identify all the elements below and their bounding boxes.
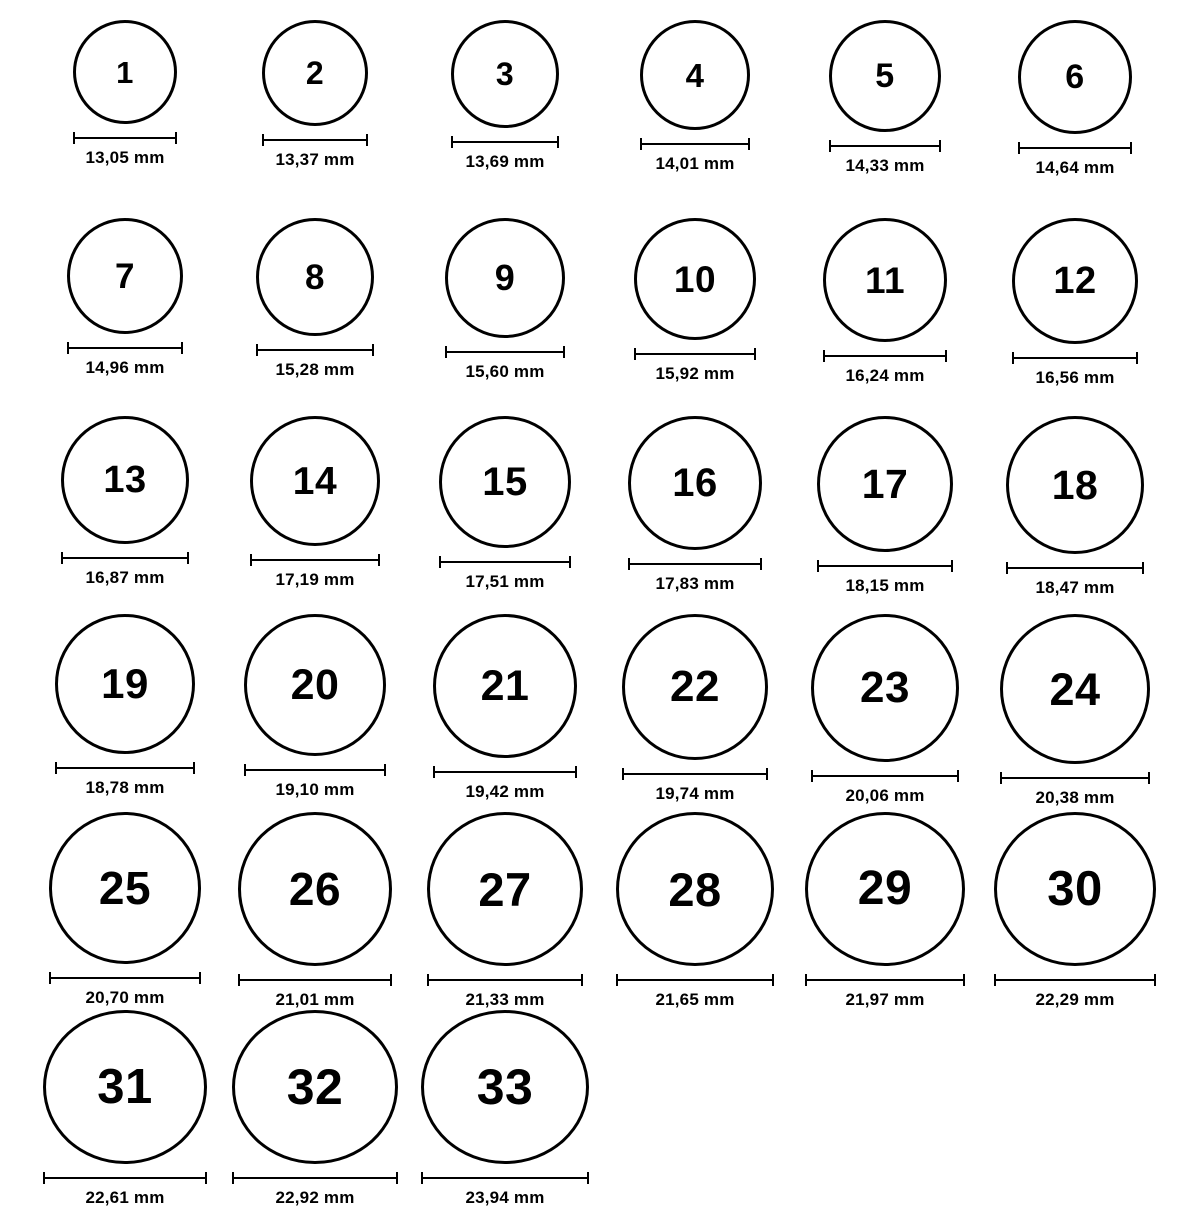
ring-diameter-label: 14,01 mm [655, 154, 735, 173]
ring-measurement [244, 764, 386, 800]
ring-diameter-label: 22,61 mm [85, 1188, 165, 1207]
ring-measurement [1006, 562, 1144, 598]
ring-circle [421, 1010, 589, 1164]
ring-diameter-label: 19,10 mm [275, 780, 355, 799]
ring-size-number: 3 [495, 56, 515, 92]
ring-circle [616, 812, 774, 966]
ring-size-number: 22 [670, 662, 720, 711]
ring-measurement [1000, 772, 1150, 808]
caliper-icon [238, 974, 392, 984]
ring-size-number: 16 [672, 461, 718, 505]
ring-size-cell [410, 416, 600, 614]
ring-measurement [256, 344, 374, 380]
ring-size-cell [30, 416, 220, 614]
ring-measurement [823, 350, 947, 386]
ring-circle [67, 218, 183, 334]
caliper-icon [1000, 772, 1150, 782]
ring-size-number: 10 [673, 258, 717, 300]
ring-size-cell [30, 614, 220, 812]
caliper-icon [640, 138, 750, 148]
ring-size-cell [980, 218, 1170, 416]
ring-size-number: 11 [864, 259, 906, 301]
ring-diameter-label: 18,78 mm [85, 778, 165, 797]
ring-size-cell [220, 614, 410, 812]
ring-diameter-label: 16,56 mm [1035, 368, 1115, 387]
ring-size-number: 20 [290, 660, 340, 709]
ring-size-cell [30, 1010, 220, 1208]
ring-size-cell [790, 218, 980, 416]
ring-circle [256, 218, 374, 336]
ring-size-number: 25 [98, 862, 152, 914]
caliper-icon [616, 974, 774, 984]
ring-circle [829, 20, 941, 132]
ring-circle [811, 614, 959, 762]
ring-size-number: 7 [115, 256, 135, 296]
ring-circle [628, 416, 762, 550]
ring-diameter-label: 17,83 mm [655, 574, 735, 593]
ring-diameter-label: 15,28 mm [275, 360, 355, 379]
ring-size-cell [220, 812, 410, 1010]
ring-size-cell [410, 20, 600, 218]
caliper-icon [43, 1172, 207, 1182]
ring-diameter-label: 15,60 mm [465, 362, 545, 381]
ring-circle [994, 812, 1156, 966]
ring-size-cell [980, 416, 1170, 614]
ring-circle [49, 812, 201, 964]
ring-size-number: 1 [116, 54, 134, 90]
caliper-icon [445, 346, 565, 356]
ring-diameter-label: 13,05 mm [85, 148, 165, 167]
ring-size-cell [790, 614, 980, 812]
ring-circle [61, 416, 189, 544]
caliper-icon [634, 348, 756, 358]
ring-size-cell [30, 812, 220, 1010]
caliper-icon [1012, 352, 1138, 362]
ring-circle [445, 218, 565, 338]
caliper-icon [67, 342, 183, 352]
ring-size-cell [600, 20, 790, 218]
ring-size-grid [30, 20, 1170, 1208]
ring-circle [43, 1010, 207, 1164]
ring-measurement [73, 132, 177, 168]
ring-diameter-label: 21,01 mm [275, 990, 355, 1009]
caliper-icon [262, 134, 368, 144]
ring-size-number: 5 [875, 57, 895, 95]
ring-size-number: 13 [103, 459, 147, 501]
ring-measurement [238, 974, 392, 1010]
ring-size-number: 26 [288, 863, 342, 915]
ring-diameter-label: 21,97 mm [845, 990, 925, 1009]
ring-size-cell [220, 218, 410, 416]
ring-circle [1012, 218, 1138, 344]
ring-circle [250, 416, 380, 546]
ring-size-cell [30, 20, 220, 218]
caliper-icon [61, 552, 189, 562]
ring-measurement [1012, 352, 1138, 388]
ring-circle [232, 1010, 398, 1164]
ring-measurement [61, 552, 189, 588]
ring-size-cell [790, 20, 980, 218]
ring-diameter-label: 15,92 mm [655, 364, 735, 383]
ring-circle [817, 416, 953, 552]
ring-size-number: 17 [861, 460, 909, 507]
ring-circle [73, 20, 177, 124]
ring-measurement [634, 348, 756, 384]
caliper-icon [49, 972, 201, 982]
ring-size-number: 12 [1053, 260, 1097, 302]
ring-measurement [262, 134, 368, 170]
ring-size-cell [410, 1010, 600, 1208]
caliper-icon [823, 350, 947, 360]
caliper-icon [451, 136, 559, 146]
ring-diameter-label: 17,19 mm [275, 570, 355, 589]
ring-measurement [232, 1172, 398, 1208]
ring-measurement [421, 1172, 589, 1208]
ring-diameter-label: 16,24 mm [845, 366, 925, 385]
ring-size-number: 19 [101, 660, 149, 707]
ring-size-number: 8 [305, 257, 325, 297]
ring-diameter-label: 20,06 mm [845, 786, 925, 805]
ring-measurement [439, 556, 571, 592]
ring-circle [244, 614, 386, 756]
caliper-icon [55, 762, 195, 772]
ring-diameter-label: 18,15 mm [845, 576, 925, 595]
ring-size-cell [220, 416, 410, 614]
ring-size-cell [600, 812, 790, 1010]
ring-measurement [817, 560, 953, 596]
caliper-icon [439, 556, 571, 566]
ring-size-number: 18 [1051, 461, 1099, 508]
ring-size-number: 21 [480, 661, 530, 710]
ring-size-cell [600, 614, 790, 812]
caliper-icon [1006, 562, 1144, 572]
ring-measurement [67, 342, 183, 378]
caliper-icon [421, 1172, 589, 1182]
ring-circle [55, 614, 195, 754]
ring-size-number: 29 [857, 862, 913, 915]
ring-diameter-label: 13,69 mm [465, 152, 545, 171]
ring-size-number: 28 [668, 862, 722, 916]
ring-size-number: 4 [685, 56, 705, 94]
ring-diameter-label: 14,33 mm [845, 156, 925, 175]
ring-size-cell [600, 218, 790, 416]
ring-measurement [811, 770, 959, 806]
ring-size-number: 23 [860, 663, 910, 712]
ring-measurement [49, 972, 201, 1008]
ring-measurement [829, 140, 941, 176]
ring-size-cell [980, 812, 1170, 1010]
ring-size-cell [410, 812, 600, 1010]
ring-measurement [805, 974, 965, 1010]
caliper-icon [829, 140, 941, 150]
ring-diameter-label: 14,64 mm [1035, 158, 1115, 177]
ring-diameter-label: 16,87 mm [85, 568, 165, 587]
ring-size-cell [790, 812, 980, 1010]
ring-size-number: 30 [1047, 861, 1103, 916]
ring-circle [238, 812, 392, 966]
ring-circle [262, 20, 368, 126]
ring-size-cell [980, 614, 1170, 812]
ring-size-number: 15 [482, 460, 528, 504]
ring-diameter-label: 20,38 mm [1035, 788, 1115, 807]
caliper-icon [427, 974, 583, 984]
ring-size-cell [410, 218, 600, 416]
ring-measurement [994, 974, 1156, 1010]
ring-size-cell [220, 1010, 410, 1208]
ring-size-number: 27 [478, 862, 532, 916]
ring-measurement [43, 1172, 207, 1208]
ring-measurement [622, 768, 768, 804]
ring-circle [427, 812, 583, 966]
caliper-icon [994, 974, 1156, 984]
ring-measurement [427, 974, 583, 1010]
ring-diameter-label: 13,37 mm [275, 150, 355, 169]
ring-circle [1000, 614, 1150, 764]
ring-circle [451, 20, 559, 128]
ring-circle [805, 812, 965, 966]
caliper-icon [433, 766, 577, 776]
caliper-icon [817, 560, 953, 570]
ring-circle [439, 416, 571, 548]
ring-diameter-label: 20,70 mm [85, 988, 165, 1007]
ring-size-number: 9 [494, 257, 516, 298]
ring-circle [433, 614, 577, 758]
ring-measurement [1018, 142, 1132, 178]
ring-diameter-label: 17,51 mm [465, 572, 545, 591]
caliper-icon [250, 554, 380, 564]
ring-diameter-label: 18,47 mm [1035, 578, 1115, 597]
caliper-icon [256, 344, 374, 354]
ring-circle [634, 218, 756, 340]
ring-circle [640, 20, 750, 130]
ring-size-cell [600, 416, 790, 614]
ring-size-number: 6 [1065, 58, 1085, 96]
ring-size-number: 33 [476, 1059, 534, 1115]
ring-measurement [55, 762, 195, 798]
ring-measurement [628, 558, 762, 594]
ring-size-number: 32 [286, 1059, 344, 1115]
ring-circle [622, 614, 768, 760]
ring-diameter-label: 23,94 mm [465, 1188, 545, 1207]
ring-circle [1006, 416, 1144, 554]
ring-measurement [445, 346, 565, 382]
ring-size-cell [980, 20, 1170, 218]
caliper-icon [628, 558, 762, 568]
ring-circle [823, 218, 947, 342]
ring-measurement [640, 138, 750, 174]
ring-diameter-label: 21,33 mm [465, 990, 545, 1009]
ring-size-number: 14 [292, 459, 338, 503]
ring-diameter-label: 22,92 mm [275, 1188, 355, 1207]
ring-size-number: 31 [97, 1059, 153, 1114]
ring-size-cell [790, 416, 980, 614]
ring-size-number: 24 [1049, 663, 1101, 715]
ring-diameter-label: 22,29 mm [1035, 990, 1115, 1009]
ring-measurement [616, 974, 774, 1010]
ring-diameter-label: 14,96 mm [85, 358, 165, 377]
caliper-icon [805, 974, 965, 984]
ring-diameter-label: 21,65 mm [655, 990, 735, 1009]
ring-measurement [433, 766, 577, 802]
ring-circle [1018, 20, 1132, 134]
ring-measurement [451, 136, 559, 172]
ring-diameter-label: 19,42 mm [465, 782, 545, 801]
ring-diameter-label: 19,74 mm [655, 784, 735, 803]
caliper-icon [622, 768, 768, 778]
ring-size-number: 2 [305, 55, 325, 91]
ring-size-cell [30, 218, 220, 416]
caliper-icon [811, 770, 959, 780]
ring-size-cell [220, 20, 410, 218]
caliper-icon [232, 1172, 398, 1182]
caliper-icon [73, 132, 177, 142]
caliper-icon [1018, 142, 1132, 152]
ring-measurement [250, 554, 380, 590]
caliper-icon [244, 764, 386, 774]
ring-size-cell [410, 614, 600, 812]
